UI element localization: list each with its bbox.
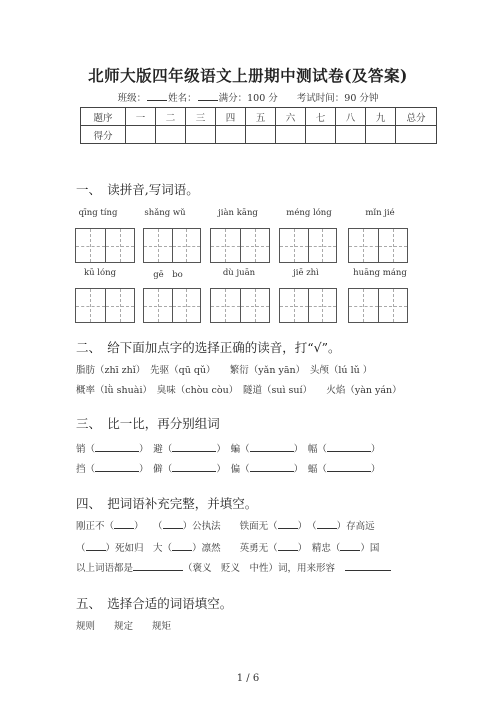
answer-blank[interactable] <box>172 462 216 472</box>
answer-blank[interactable] <box>172 442 216 452</box>
score-cell[interactable] <box>306 126 336 144</box>
reading-choice[interactable]: 繁衍（yǎn yān） <box>229 365 301 376</box>
name-label: 姓名： <box>168 93 197 104</box>
idiom-text: ）死如归 <box>105 543 144 554</box>
paren: ） <box>216 464 222 475</box>
idiom-text: 刚正不（ <box>76 521 115 532</box>
answer-blank[interactable] <box>114 519 134 529</box>
answer-blank[interactable] <box>278 519 298 529</box>
pinyin-label: jiàn kāng <box>218 208 258 218</box>
section4-heading: 四、 把词语补充完整，并填空。 <box>76 496 258 511</box>
idiom-text: ）存高远 <box>336 521 375 532</box>
paren: ） <box>293 444 299 455</box>
class-blank <box>147 91 167 101</box>
name-blank <box>198 91 218 101</box>
idiom-text: 大（ <box>153 543 173 554</box>
score-header-cell: 题序 <box>81 108 126 126</box>
exam-meta <box>0 90 496 104</box>
idiom-text: （ <box>76 543 86 554</box>
idiom-line <box>76 518 375 532</box>
compare-char: 蝙（ <box>230 444 250 455</box>
writing-grid[interactable] <box>143 228 201 263</box>
compare-char: 僻（ <box>153 464 173 475</box>
score-cell[interactable] <box>366 126 396 144</box>
reading-choice[interactable]: 概率（lǜ shuài） <box>76 385 148 396</box>
score-header-cell: 二 <box>156 108 186 126</box>
compare-char: 偏（ <box>230 464 250 475</box>
score-row-label: 得分 <box>81 126 126 144</box>
compare-char: 蝠（ <box>307 464 327 475</box>
summary-text: （褒义 贬义 中性）词，用来形容 <box>183 563 336 574</box>
page-number: 1 / 6 <box>236 673 260 684</box>
idiom-text: 铁面无（ <box>239 521 278 532</box>
writing-grid[interactable] <box>348 288 408 323</box>
score-header-cell: 七 <box>306 108 336 126</box>
section1-heading: 一、 读拼音,写词语。 <box>76 182 199 197</box>
word-compare-line <box>76 461 380 475</box>
answer-blank[interactable] <box>278 541 298 551</box>
idiom-text: 英勇无（ <box>239 543 278 554</box>
summary-text: 以上词语都是 <box>76 563 134 574</box>
writing-grid[interactable] <box>75 228 135 263</box>
pinyin-label: dù juān <box>222 268 256 278</box>
score-cell[interactable] <box>276 126 306 144</box>
class-label: 班级： <box>117 93 147 104</box>
compare-char: 避（ <box>153 444 173 455</box>
answer-blank[interactable] <box>95 442 139 452</box>
compare-char: 挡（ <box>76 464 96 475</box>
answer-blank[interactable] <box>163 519 183 529</box>
reading-choice-line <box>76 382 402 396</box>
pinyin-label: kū lóng <box>83 268 117 278</box>
writing-grid[interactable] <box>143 288 201 323</box>
score-table <box>80 107 437 144</box>
score-value-row <box>81 126 437 144</box>
page-title: 北师大版四年级语文上册期中测试卷(及答案) <box>88 66 408 85</box>
writing-grid[interactable] <box>348 228 408 263</box>
answer-blank[interactable] <box>133 561 183 571</box>
writing-grid[interactable] <box>210 228 270 263</box>
pinyin-label: qīng tíng <box>78 208 118 218</box>
answer-blank[interactable] <box>86 541 106 551</box>
answer-blank[interactable] <box>95 462 139 472</box>
idiom-text: （ <box>311 521 317 532</box>
score-header-cell: 八 <box>336 108 366 126</box>
writing-grid[interactable] <box>279 288 337 323</box>
answer-blank[interactable] <box>250 442 294 452</box>
score-header-cell: 五 <box>246 108 276 126</box>
paren: ） <box>139 464 144 475</box>
score-header-cell: 四 <box>216 108 246 126</box>
answer-blank[interactable] <box>317 519 337 529</box>
reading-choice[interactable]: 头颅（lú lǔ ） <box>309 365 373 376</box>
reading-choice[interactable]: 先驱（qū qǔ） <box>150 365 211 376</box>
idiom-text: ）凛然 <box>192 543 221 554</box>
pinyin-label: huāng máng <box>353 268 407 278</box>
section2-heading: 二、 给下面加点字的选择正确的读音，打“√”。 <box>76 340 341 355</box>
paren: ） <box>216 444 222 455</box>
writing-grid[interactable] <box>75 288 135 323</box>
writing-grid[interactable] <box>210 288 270 323</box>
answer-blank[interactable] <box>340 541 360 551</box>
idiom-text: ） <box>297 521 303 532</box>
idiom-text: （ <box>157 521 163 532</box>
reading-choice[interactable]: 臭味（chòu còu） <box>156 385 234 396</box>
reading-choice[interactable]: 火焰（yàn yán） <box>326 385 402 396</box>
paren: ） <box>293 464 299 475</box>
idiom-text: ）国 <box>360 543 380 554</box>
idiom-text: 精忠（ <box>311 543 341 554</box>
compare-char: 销（ <box>76 444 96 455</box>
answer-blank[interactable] <box>345 561 391 571</box>
score-cell[interactable] <box>156 126 186 144</box>
writing-grid[interactable] <box>279 228 337 263</box>
paren: ） <box>370 464 381 475</box>
answer-blank[interactable] <box>172 541 192 551</box>
pinyin-label: mǐn jié <box>365 208 395 218</box>
score-header-cell: 三 <box>186 108 216 126</box>
pinyin-label: jiē zhì <box>293 268 319 278</box>
answer-blank[interactable] <box>250 462 294 472</box>
idiom-summary-line <box>76 560 391 574</box>
section5-heading: 五、 选择合适的词语填空。 <box>76 596 233 611</box>
score-cell[interactable] <box>336 126 366 144</box>
compare-char: 幅（ <box>307 444 327 455</box>
exam-time: 考试时间：90 分钟 <box>296 93 379 104</box>
idiom-text: ）公执法 <box>182 521 221 532</box>
answer-blank[interactable] <box>327 462 371 472</box>
score-cell[interactable] <box>216 126 246 144</box>
word-options: 规则 规定 规矩 <box>76 621 172 632</box>
reading-choice-line <box>76 362 372 376</box>
score-cell[interactable] <box>396 126 437 144</box>
score-cell[interactable] <box>186 126 216 144</box>
reading-choice[interactable]: 隧道（suì suí） <box>243 385 308 396</box>
section3-heading: 三、 比一比，再分别组词 <box>76 416 220 431</box>
score-header-row <box>81 108 437 126</box>
score-cell[interactable] <box>126 126 156 144</box>
paren: ） <box>370 444 381 455</box>
answer-blank[interactable] <box>327 442 371 452</box>
idiom-text: ） <box>297 543 303 554</box>
pinyin-label: gē bo <box>153 270 183 280</box>
idiom-text: ） <box>134 521 139 532</box>
full-score: 满分：100 分 <box>218 93 278 104</box>
word-compare-line <box>76 441 380 455</box>
paren: ） <box>139 444 144 455</box>
reading-choice[interactable]: 脂肪（zhī zhǐ） <box>76 365 141 376</box>
idiom-line <box>76 540 379 554</box>
pinyin-label: méng lóng <box>286 208 332 218</box>
score-cell[interactable] <box>246 126 276 144</box>
score-header-cell: 六 <box>276 108 306 126</box>
score-header-cell: 九 <box>366 108 396 126</box>
pinyin-label: shǎng wǔ <box>144 208 186 218</box>
score-header-cell: 一 <box>126 108 156 126</box>
score-header-cell: 总分 <box>396 108 437 126</box>
